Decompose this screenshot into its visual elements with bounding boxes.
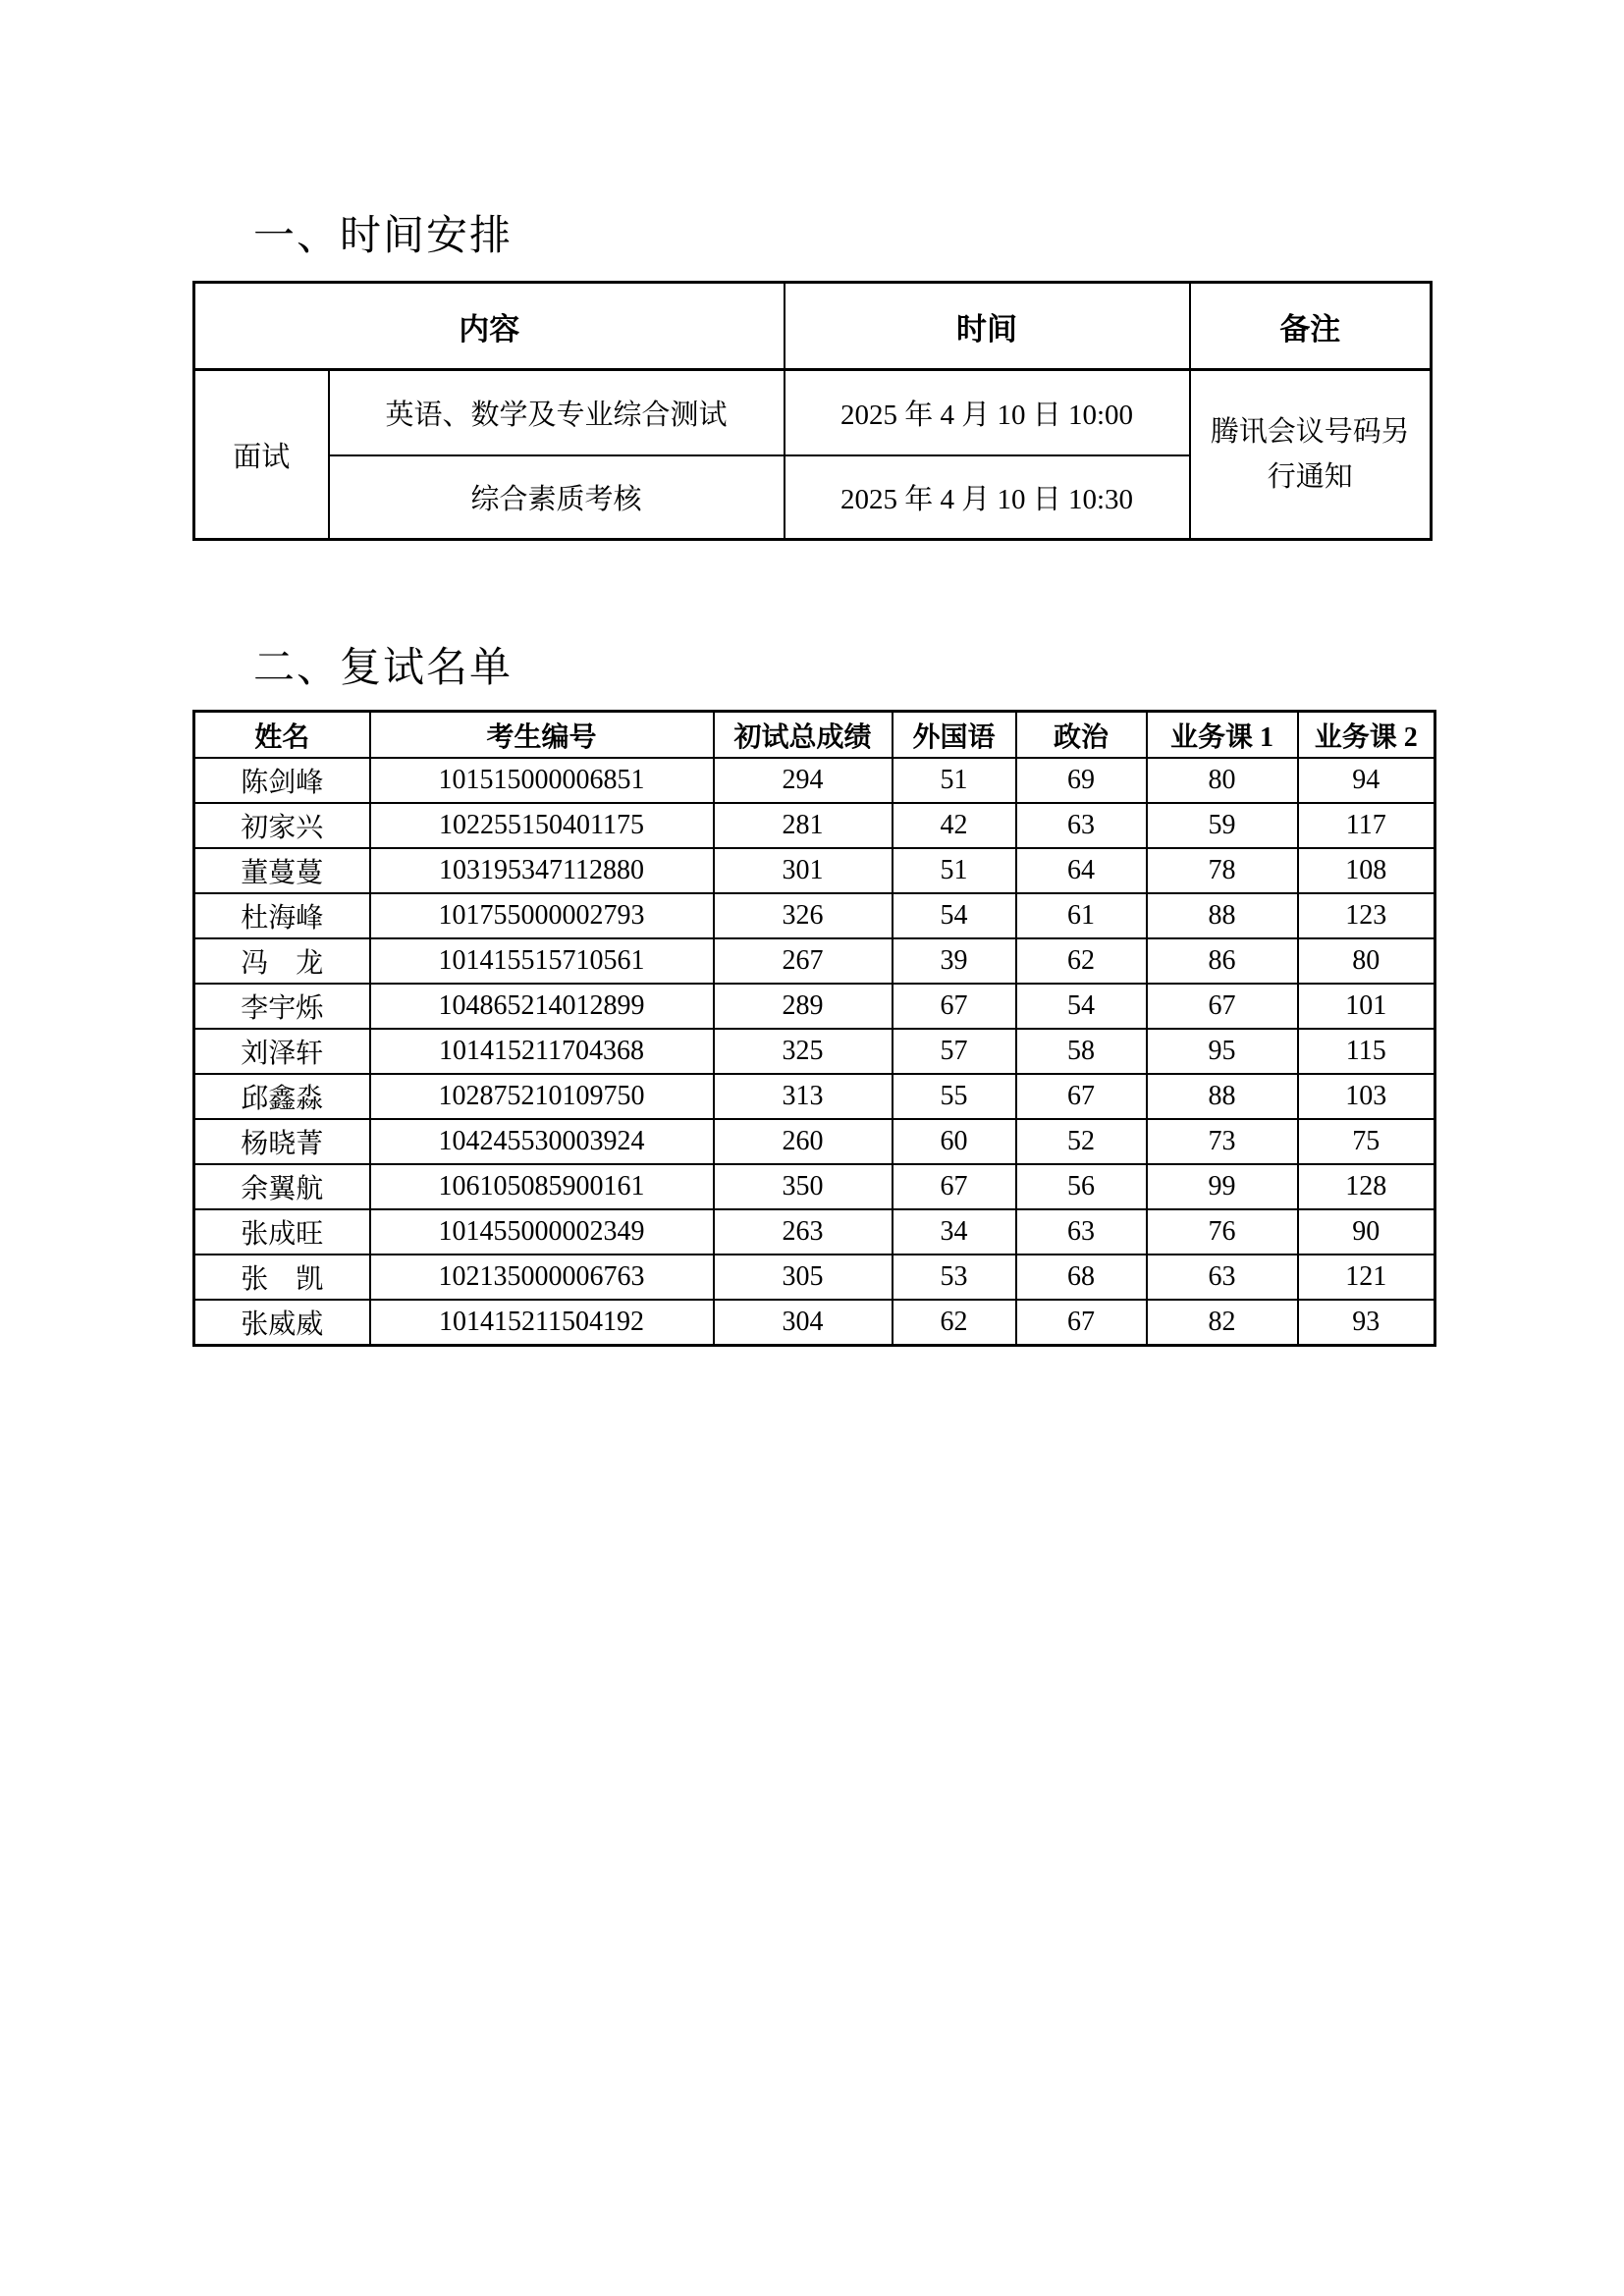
cell-foreign-language: 39 <box>893 938 1016 984</box>
cell-course-1: 67 <box>1147 984 1298 1029</box>
cell-total-score: 326 <box>714 893 893 938</box>
table-row <box>194 893 1435 938</box>
cell-name: 杨晓菁 <box>194 1119 370 1164</box>
cell-politics: 58 <box>1016 1029 1147 1074</box>
cell-course-1: 99 <box>1147 1164 1298 1209</box>
table-row <box>194 1029 1435 1074</box>
roster-header-row <box>194 712 1435 759</box>
schedule-header-row <box>194 283 1432 370</box>
cell-total-score: 313 <box>714 1074 893 1119</box>
cell-course-2: 115 <box>1298 1029 1435 1074</box>
cell-politics: 52 <box>1016 1119 1147 1164</box>
cell-politics: 63 <box>1016 1209 1147 1255</box>
cell-course-2: 103 <box>1298 1074 1435 1119</box>
cell-foreign-language: 57 <box>893 1029 1016 1074</box>
cell-course-2: 90 <box>1298 1209 1435 1255</box>
cell-course-2: 123 <box>1298 893 1435 938</box>
cell-course-2: 121 <box>1298 1255 1435 1300</box>
col-course-2: 业务课 2 <box>1298 712 1435 759</box>
cell-name: 冯 龙 <box>194 938 370 984</box>
roster-table <box>192 710 1436 1347</box>
cell-politics: 62 <box>1016 938 1147 984</box>
cell-total-score: 325 <box>714 1029 893 1074</box>
cell-course-1: 76 <box>1147 1209 1298 1255</box>
cell-foreign-language: 54 <box>893 893 1016 938</box>
cell-foreign-language: 51 <box>893 848 1016 893</box>
col-candidate-id: 考生编号 <box>370 712 714 759</box>
cell-politics: 69 <box>1016 758 1147 803</box>
cell-politics: 67 <box>1016 1300 1147 1346</box>
col-foreign-language: 外国语 <box>893 712 1016 759</box>
cell-course-2: 94 <box>1298 758 1435 803</box>
cell-politics: 68 <box>1016 1255 1147 1300</box>
cell-name: 张 凯 <box>194 1255 370 1300</box>
table-row <box>194 984 1435 1029</box>
table-row <box>194 1209 1435 1255</box>
cell-course-1: 78 <box>1147 848 1298 893</box>
cell-total-score: 301 <box>714 848 893 893</box>
cell-course-2: 93 <box>1298 1300 1435 1346</box>
cell-course-1: 59 <box>1147 803 1298 848</box>
table-row <box>194 938 1435 984</box>
col-politics: 政治 <box>1016 712 1147 759</box>
cell-interview-label: 面试 <box>194 370 329 540</box>
cell-candidate-id: 101455000002349 <box>370 1209 714 1255</box>
cell-candidate-id: 101415211704368 <box>370 1029 714 1074</box>
header-time: 时间 <box>785 283 1190 370</box>
cell-politics: 61 <box>1016 893 1147 938</box>
cell-candidate-id: 102875210109750 <box>370 1074 714 1119</box>
cell-total-score: 304 <box>714 1300 893 1346</box>
cell-candidate-id: 106105085900161 <box>370 1164 714 1209</box>
cell-foreign-language: 67 <box>893 1164 1016 1209</box>
cell-candidate-id: 101515000006851 <box>370 758 714 803</box>
schedule-row-1 <box>194 370 1432 455</box>
table-row <box>194 1300 1435 1346</box>
cell-name: 刘泽轩 <box>194 1029 370 1074</box>
cell-course-2: 128 <box>1298 1164 1435 1209</box>
cell-name: 张成旺 <box>194 1209 370 1255</box>
cell-course-2: 117 <box>1298 803 1435 848</box>
cell-course-1: 63 <box>1147 1255 1298 1300</box>
table-row <box>194 1164 1435 1209</box>
header-content: 内容 <box>194 283 785 370</box>
cell-foreign-language: 53 <box>893 1255 1016 1300</box>
cell-candidate-id: 104865214012899 <box>370 984 714 1029</box>
cell-course-1: 88 <box>1147 893 1298 938</box>
col-name: 姓名 <box>194 712 370 759</box>
cell-name: 杜海峰 <box>194 893 370 938</box>
cell-foreign-language: 67 <box>893 984 1016 1029</box>
table-row <box>194 1255 1435 1300</box>
header-remark: 备注 <box>1190 283 1432 370</box>
cell-total-score: 263 <box>714 1209 893 1255</box>
cell-name: 邱鑫淼 <box>194 1074 370 1119</box>
cell-foreign-language: 51 <box>893 758 1016 803</box>
cell-foreign-language: 60 <box>893 1119 1016 1164</box>
cell-course-2: 101 <box>1298 984 1435 1029</box>
cell-candidate-id: 101415211504192 <box>370 1300 714 1346</box>
cell-total-score: 350 <box>714 1164 893 1209</box>
cell-foreign-language: 62 <box>893 1300 1016 1346</box>
schedule-table <box>192 281 1433 541</box>
cell-foreign-language: 55 <box>893 1074 1016 1119</box>
cell-test-content-1: 英语、数学及专业综合测试 <box>329 370 785 455</box>
cell-name: 董蔓蔓 <box>194 848 370 893</box>
cell-candidate-id: 102255150401175 <box>370 803 714 848</box>
cell-name: 张威威 <box>194 1300 370 1346</box>
table-row <box>194 803 1435 848</box>
cell-course-2: 80 <box>1298 938 1435 984</box>
cell-name: 初家兴 <box>194 803 370 848</box>
cell-total-score: 267 <box>714 938 893 984</box>
cell-course-1: 88 <box>1147 1074 1298 1119</box>
cell-test-time-1: 2025 年 4 月 10 日 10:00 <box>785 370 1190 455</box>
cell-total-score: 281 <box>714 803 893 848</box>
cell-politics: 54 <box>1016 984 1147 1029</box>
col-total-score: 初试总成绩 <box>714 712 893 759</box>
cell-candidate-id: 101415515710561 <box>370 938 714 984</box>
cell-total-score: 305 <box>714 1255 893 1300</box>
cell-politics: 56 <box>1016 1164 1147 1209</box>
cell-test-content-2: 综合素质考核 <box>329 455 785 540</box>
cell-total-score: 289 <box>714 984 893 1029</box>
section1-title: 一、时间安排 <box>253 214 514 259</box>
cell-candidate-id: 103195347112880 <box>370 848 714 893</box>
cell-course-1: 86 <box>1147 938 1298 984</box>
table-row <box>194 1119 1435 1164</box>
cell-foreign-language: 42 <box>893 803 1016 848</box>
cell-foreign-language: 34 <box>893 1209 1016 1255</box>
table-row <box>194 758 1435 803</box>
cell-politics: 64 <box>1016 848 1147 893</box>
cell-course-1: 80 <box>1147 758 1298 803</box>
cell-test-time-2: 2025 年 4 月 10 日 10:30 <box>785 455 1190 540</box>
cell-total-score: 294 <box>714 758 893 803</box>
cell-candidate-id: 104245530003924 <box>370 1119 714 1164</box>
cell-course-2: 108 <box>1298 848 1435 893</box>
cell-candidate-id: 101755000002793 <box>370 893 714 938</box>
cell-course-1: 95 <box>1147 1029 1298 1074</box>
section2-title: 二、复试名单 <box>253 646 514 691</box>
table-row <box>194 848 1435 893</box>
cell-name: 余翼航 <box>194 1164 370 1209</box>
cell-name: 陈剑峰 <box>194 758 370 803</box>
cell-total-score: 260 <box>714 1119 893 1164</box>
cell-name: 李宇烁 <box>194 984 370 1029</box>
cell-course-1: 82 <box>1147 1300 1298 1346</box>
col-course-1: 业务课 1 <box>1147 712 1298 759</box>
cell-politics: 63 <box>1016 803 1147 848</box>
cell-remark: 腾讯会议号码另行通知 <box>1190 370 1432 540</box>
cell-course-2: 75 <box>1298 1119 1435 1164</box>
cell-course-1: 73 <box>1147 1119 1298 1164</box>
table-row <box>194 1074 1435 1119</box>
cell-candidate-id: 102135000006763 <box>370 1255 714 1300</box>
cell-politics: 67 <box>1016 1074 1147 1119</box>
